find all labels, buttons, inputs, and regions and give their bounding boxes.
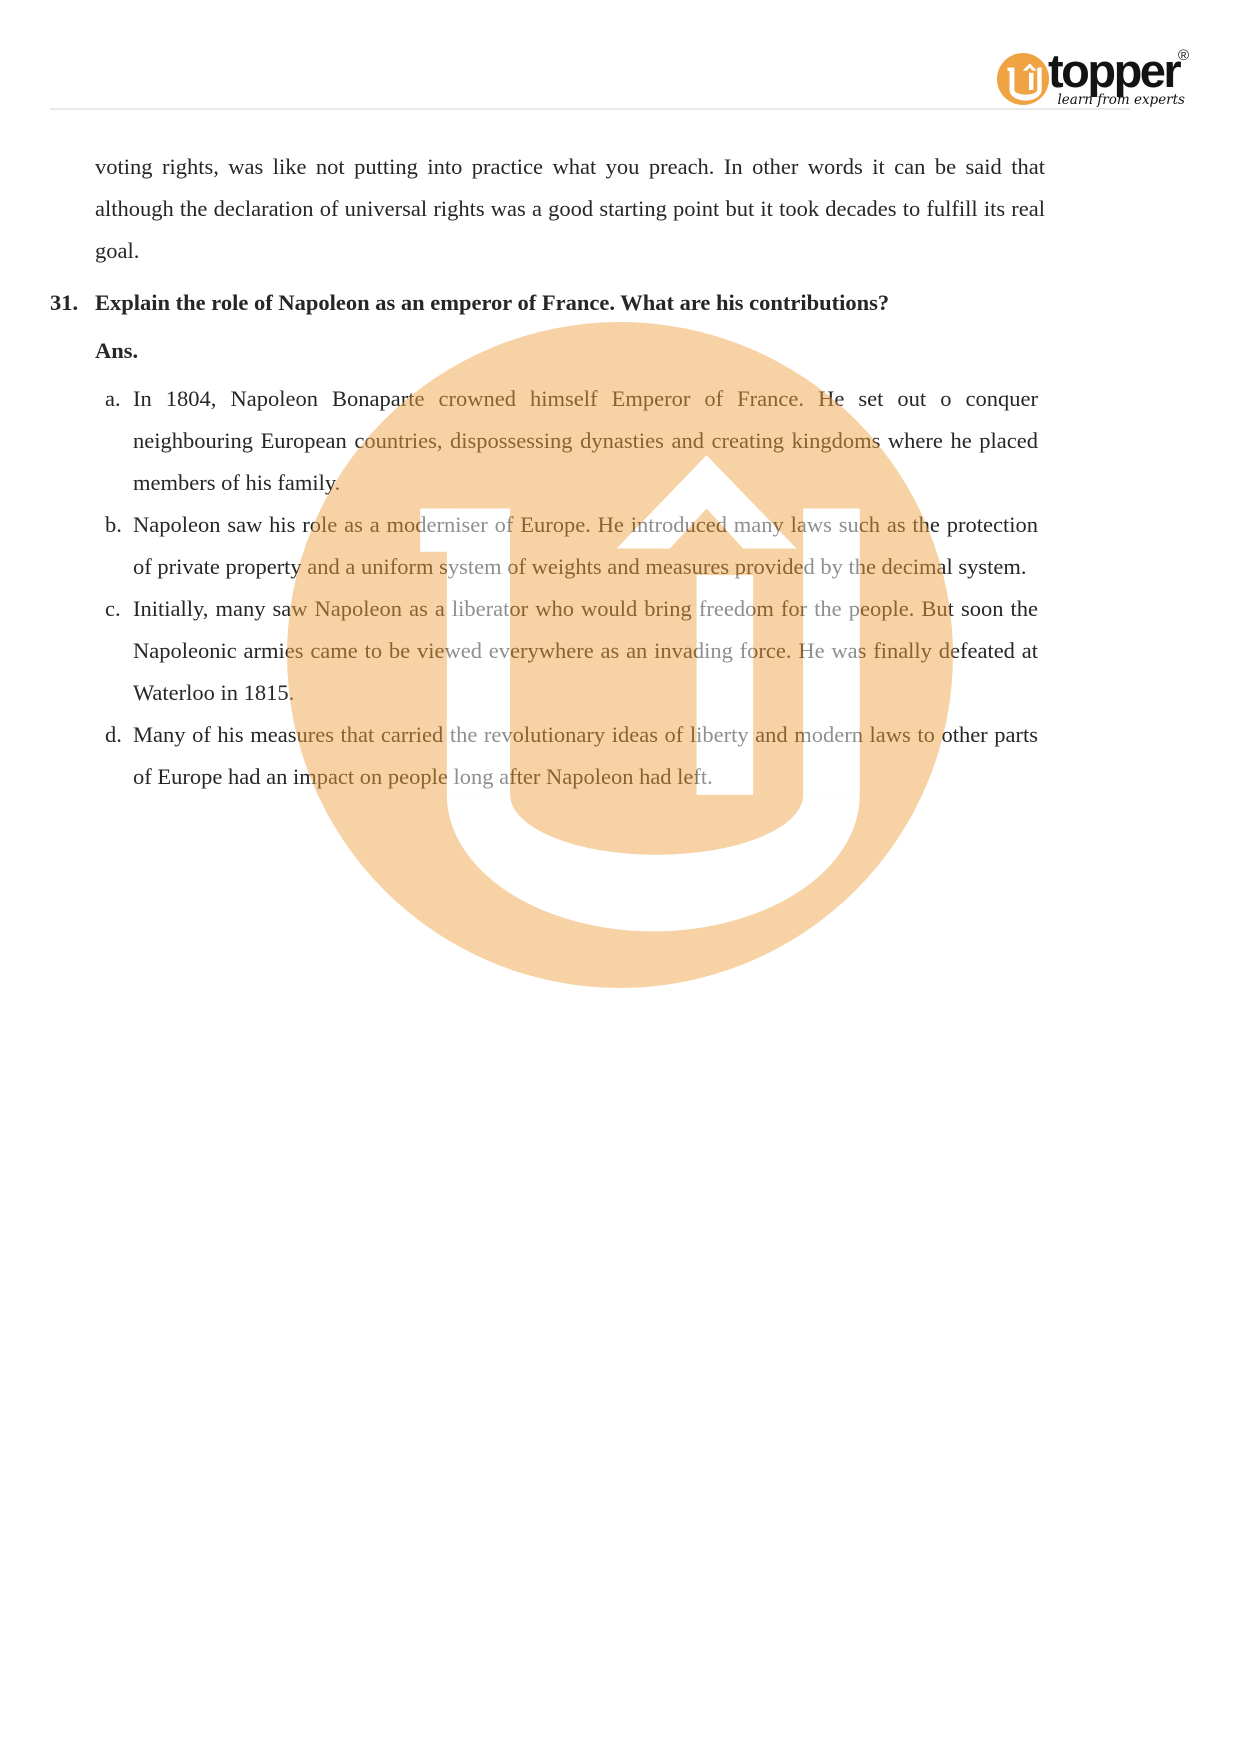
answer-item-text: In 1804, Napoleon Bonaparte crowned himself Emperor of France. He set out o conquer neighbouring European countries, dispossessing dynasties and creating kingdoms where he placed members of his family. [133, 386, 1038, 495]
answer-item-marker: a. [105, 386, 121, 411]
answer-item-text: Napoleon saw his role as a moderniser of Europe. He introduced many laws such as the protection of private property and a uniform system of weights and measures provided by the decimal system. [133, 512, 1038, 579]
brand-wordmark: topper [1048, 44, 1180, 97]
answer-item-c [105, 588, 1045, 714]
answer-item-d [105, 714, 1045, 798]
document-content [50, 146, 1045, 798]
answer-item-marker: d. [105, 722, 122, 747]
answer-item-marker: b. [105, 512, 122, 537]
answer-list [50, 378, 1045, 798]
brand-tagline: learn from experts [1057, 92, 1185, 108]
answer-item-text: Initially, many saw Napoleon as a liberator who would bring freedom for the people. But soon the Napoleonic armies came to be viewed everywhere as an invading force. He was finally defeated at Waterloo in 1815. [133, 596, 1038, 705]
answer-item-b [105, 504, 1045, 588]
intro-paragraph: voting rights, was like not putting into practice what you preach. In other words it can be said that although the declaration of universal rights was a good starting point but it took decades to fulfill its real goal. [95, 154, 1045, 263]
question-text: Explain the role of Napoleon as an emperor of France. What are his contributions? [95, 290, 890, 315]
answer-item-text: Many of his measures that carried the revolutionary ideas of liberty and modern laws to other parts of Europe had an impact on people long after Napoleon had left. [133, 722, 1038, 789]
question-number: 31. [50, 290, 79, 315]
registered-trademark-symbol: ® [1178, 47, 1190, 64]
header-divider [50, 108, 1130, 110]
answer-item-a [105, 378, 1045, 504]
answer-label: Ans. [95, 338, 139, 363]
question-row [50, 282, 1045, 324]
answer-item-marker: c. [105, 596, 121, 621]
